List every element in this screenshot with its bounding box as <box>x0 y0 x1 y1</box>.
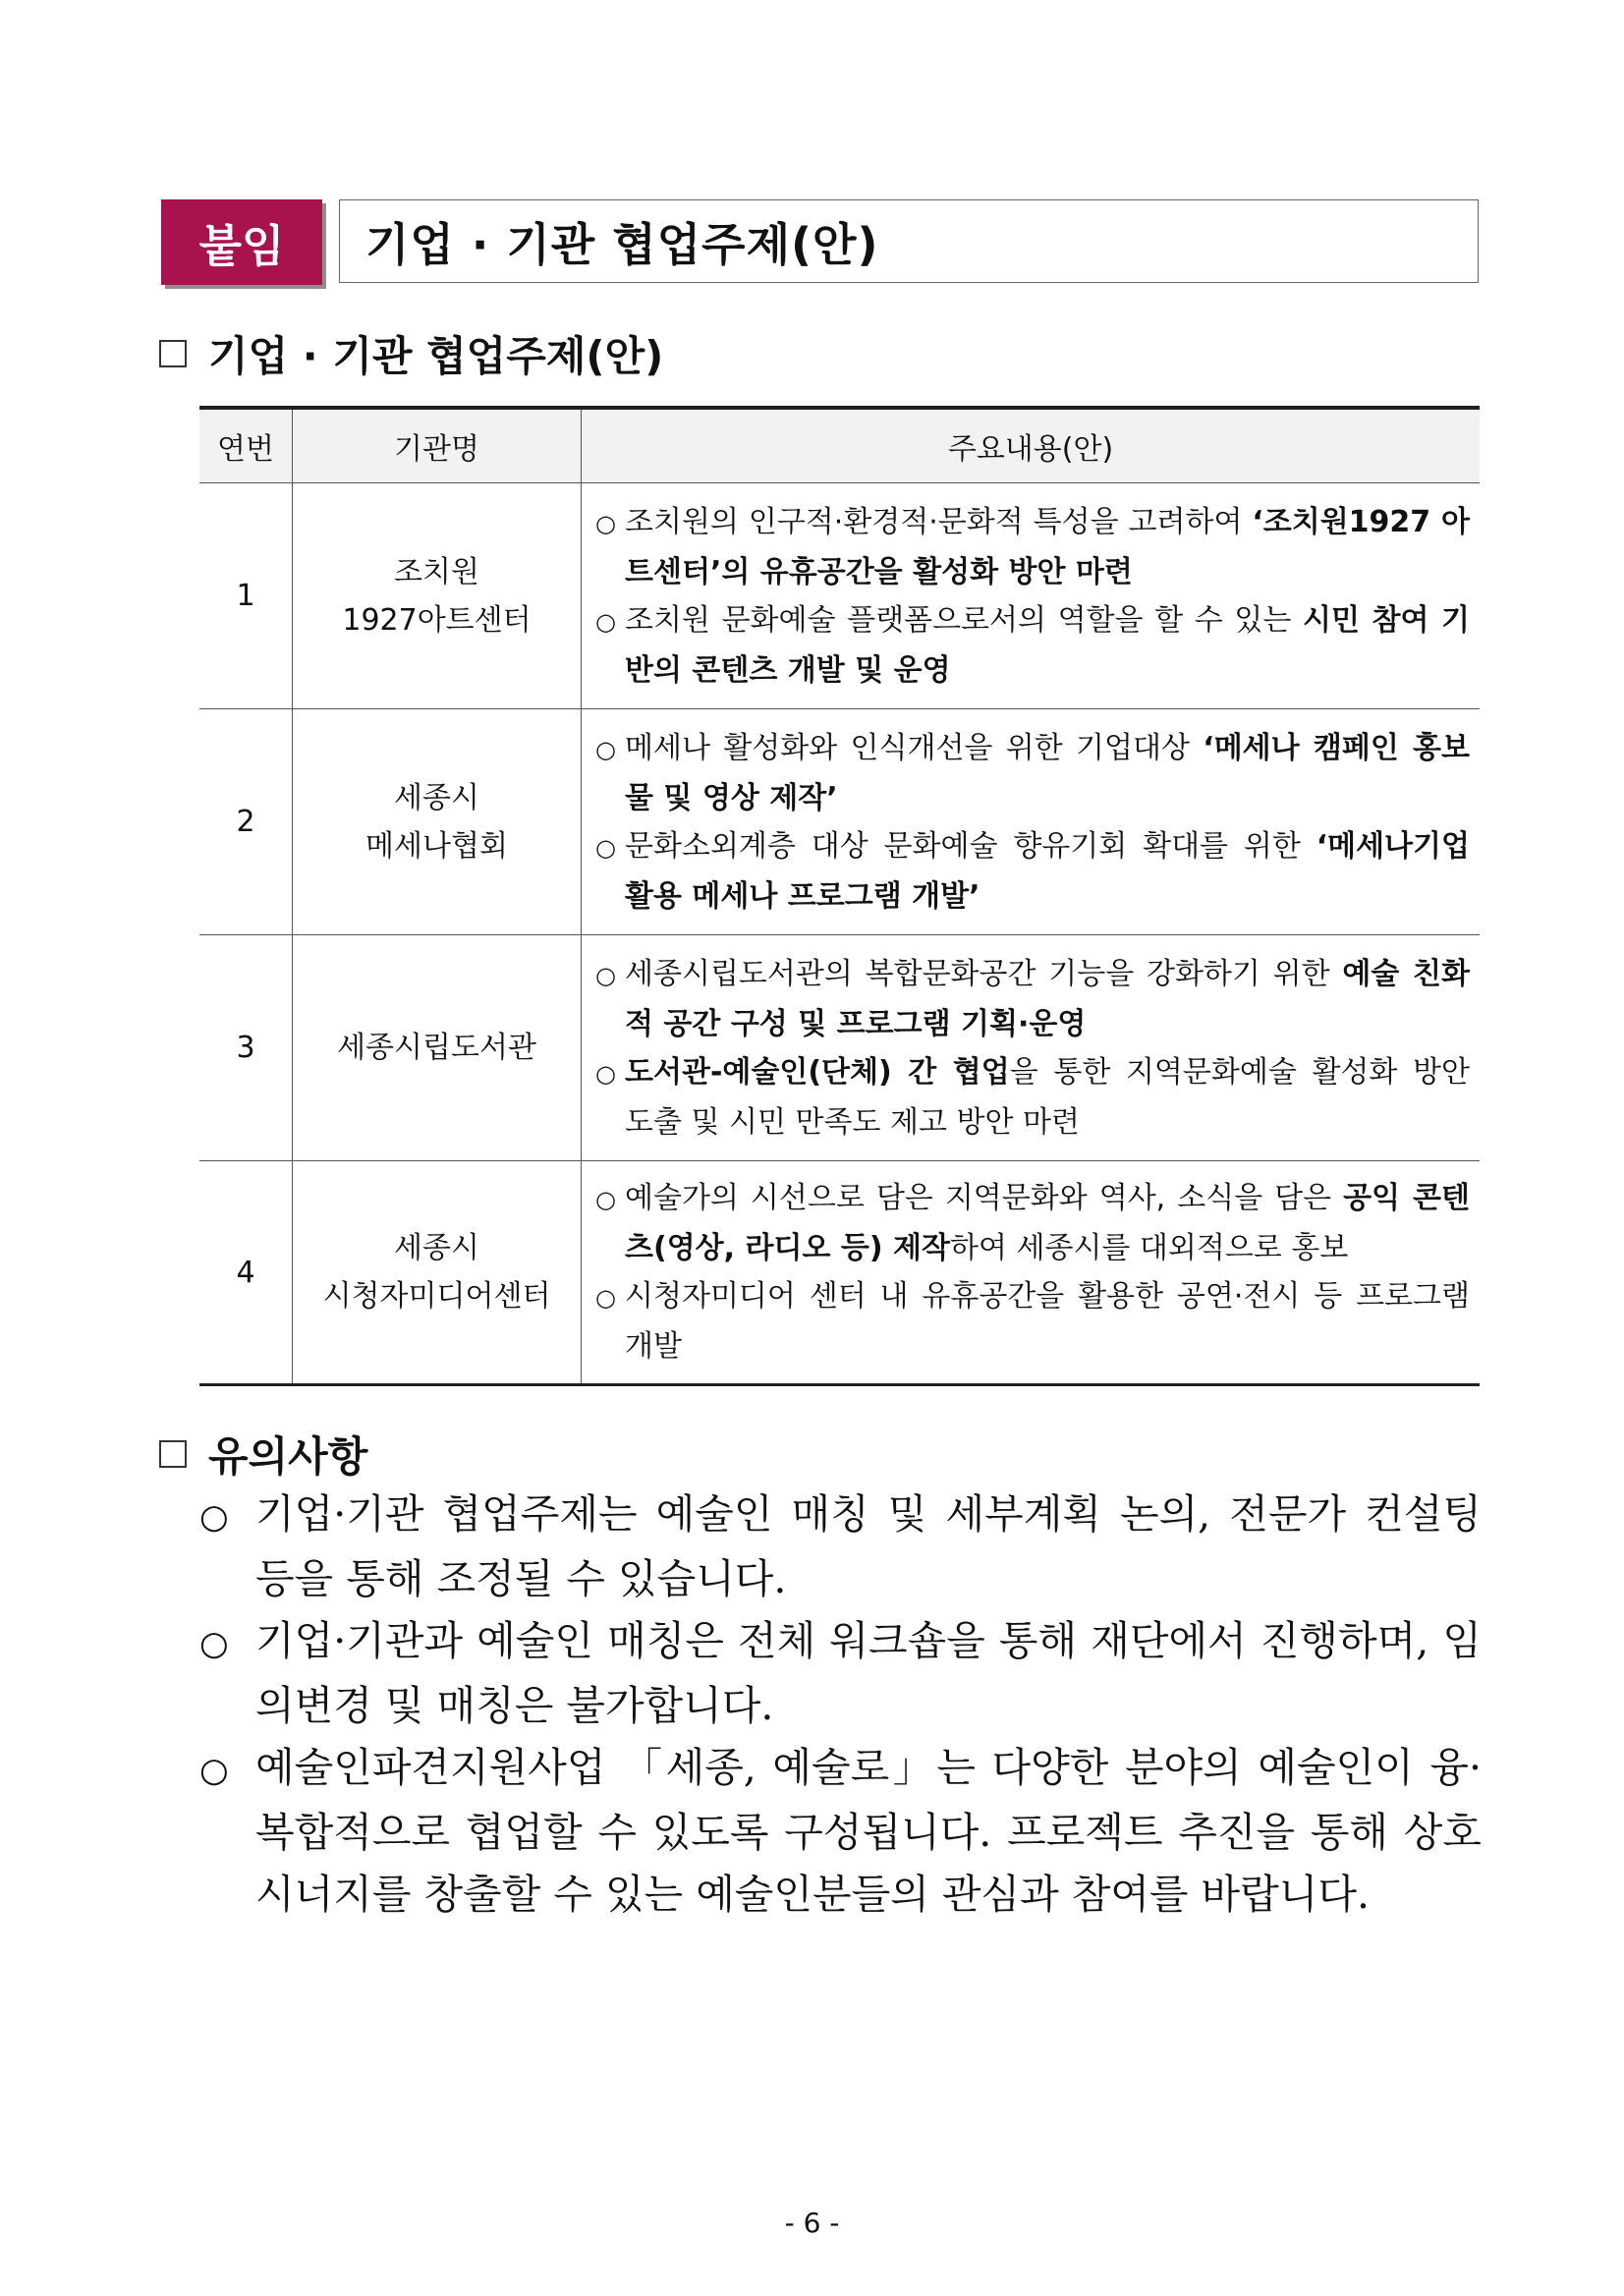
content-bullet <box>595 1174 1470 1272</box>
section-heading-text: 기업 · 기관 협업주제(안) <box>208 332 664 380</box>
attachment-title: 기업 · 기관 협업주제(안) <box>339 199 1479 283</box>
circle-bullet-icon: ○ <box>595 1186 616 1213</box>
table-row <box>199 709 1480 935</box>
column-header-org: 기관명 <box>293 408 582 483</box>
org-name <box>293 935 582 1161</box>
row-number: 1 <box>199 483 293 709</box>
table-row <box>199 1161 1480 1385</box>
content-text: 문화소외계층 대상 문화예술 향유기회 확대를 위한 <box>625 828 1316 864</box>
content-text: 을 통한 지역문화예술 활성화 방안 도출 및 시민 만족도 제고 방안 마련 <box>625 1054 1470 1140</box>
table-header-row <box>199 408 1480 483</box>
column-header-content: 주요내용(안) <box>582 408 1481 483</box>
content-text: 세종시립도서관의 복합문화공간 기능을 강화하기 위한 <box>625 956 1343 991</box>
content-text: 조치원의 인구적·환경적·문화적 특성을 고려하여 <box>625 504 1253 539</box>
content-text: 하여 세종시를 대외적으로 홍보 <box>949 1231 1349 1265</box>
content-text-bold: ‘메세나 캠페인 홍보물 및 영상 제작’ <box>625 730 1471 815</box>
content-text: 시청자미디어 센터 내 유휴공간을 활용한 공연·전시 등 프로그램 개발 <box>625 1279 1470 1364</box>
square-bullet-icon <box>159 340 187 367</box>
content-bullet <box>595 1048 1470 1147</box>
org-name <box>293 1161 582 1385</box>
section-heading-topics <box>159 324 663 383</box>
main-content <box>582 483 1481 709</box>
section-heading-text: 유의사항 <box>208 1432 368 1481</box>
content-bullet <box>595 596 1470 695</box>
note-item <box>199 1610 1482 1737</box>
table-row <box>199 483 1480 709</box>
note-text: 기업·기관과 예술인 매칭은 전체 워크숍을 통해 재단에서 진행하며, 임의변경 및 매칭은 불가합니다. <box>255 1617 1482 1729</box>
row-number: 3 <box>199 935 293 1161</box>
content-text: 예술가의 시선으로 담은 지역문화와 역사, 소식을 담은 <box>625 1181 1344 1215</box>
org-name-line: 조치원 <box>394 554 479 589</box>
content-text-bold: ‘메세나기업 활용 메세나 프로그램 개발’ <box>625 828 1470 914</box>
attachment-header <box>161 199 1481 285</box>
column-header-no: 연번 <box>199 408 293 483</box>
circle-bullet-icon: ○ <box>595 509 616 537</box>
table-body <box>199 483 1480 1385</box>
circle-bullet-icon: ○ <box>199 1624 229 1663</box>
org-name-line: 메세나협회 <box>365 828 508 864</box>
note-text: 예술인파견지원사업 「세종, 예술로」는 다양한 분야의 예술인이 융·복합적으로 협업할 수 있도록 구성됩니다. 프로젝트 추진을 통해 상호 시너지를 창출할 수 있는 예술인분들의 관심과 참여를 바랍니다. <box>255 1744 1482 1918</box>
content-text-bold: 공익 콘텐츠(영상, 라디오 등) 제작 <box>625 1181 1470 1265</box>
circle-bullet-icon: ○ <box>199 1751 229 1790</box>
org-name <box>293 709 582 935</box>
content-bullet <box>595 822 1470 921</box>
note-text: 기업·기관 협업주제는 예술인 매칭 및 세부계획 논의, 전문가 컨설팅 등을 통해 조정될 수 있습니다. <box>255 1490 1482 1602</box>
content-text: 조치원 문화예술 플랫폼으로서의 역할을 할 수 있는 <box>625 602 1304 638</box>
main-content <box>582 1161 1481 1385</box>
org-name-line: 세종시립도서관 <box>337 1031 536 1065</box>
content-bullet <box>595 498 1470 596</box>
page-number: - 6 - <box>784 2207 840 2239</box>
org-name-line: 세종시 <box>394 1231 479 1265</box>
note-item <box>199 1737 1482 1926</box>
content-text-bold: 도서관-예술인(단체) 간 협업 <box>625 1054 1010 1090</box>
attachment-badge: 붙임 <box>161 199 322 285</box>
note-item <box>199 1484 1482 1610</box>
content-text-bold: 예술 친화적 공간 구성 및 프로그램 기획·운영 <box>625 956 1470 1041</box>
row-number: 2 <box>199 709 293 935</box>
notes-list <box>199 1484 1482 1926</box>
main-content <box>582 935 1481 1161</box>
section-heading-notes <box>159 1425 367 1484</box>
collaboration-topics-table <box>199 406 1480 1386</box>
circle-bullet-icon: ○ <box>595 961 616 989</box>
org-name-line: 세종시 <box>394 780 479 815</box>
row-number: 4 <box>199 1161 293 1385</box>
org-name-line: 시청자미디어센터 <box>322 1279 551 1314</box>
table-row <box>199 935 1480 1161</box>
content-bullet <box>595 950 1470 1048</box>
content-text-bold: 시민 참여 기반의 콘텐츠 개발 및 운영 <box>625 602 1470 688</box>
circle-bullet-icon: ○ <box>595 1059 616 1088</box>
main-content <box>582 709 1481 935</box>
circle-bullet-icon: ○ <box>595 1284 616 1312</box>
circle-bullet-icon: ○ <box>595 833 616 862</box>
content-bullet <box>595 724 1470 822</box>
circle-bullet-icon: ○ <box>595 735 616 763</box>
square-bullet-icon <box>159 1440 187 1468</box>
content-bullet <box>595 1272 1470 1371</box>
org-name <box>293 483 582 709</box>
org-name-line: 1927아트센터 <box>342 602 532 638</box>
circle-bullet-icon: ○ <box>199 1497 229 1537</box>
content-text: 메세나 활성화와 인식개선을 위한 기업대상 <box>625 730 1204 765</box>
content-text-bold: ‘조치원1927 아트센터’의 유휴공간을 활성화 방안 마련 <box>625 504 1470 589</box>
circle-bullet-icon: ○ <box>595 607 616 636</box>
